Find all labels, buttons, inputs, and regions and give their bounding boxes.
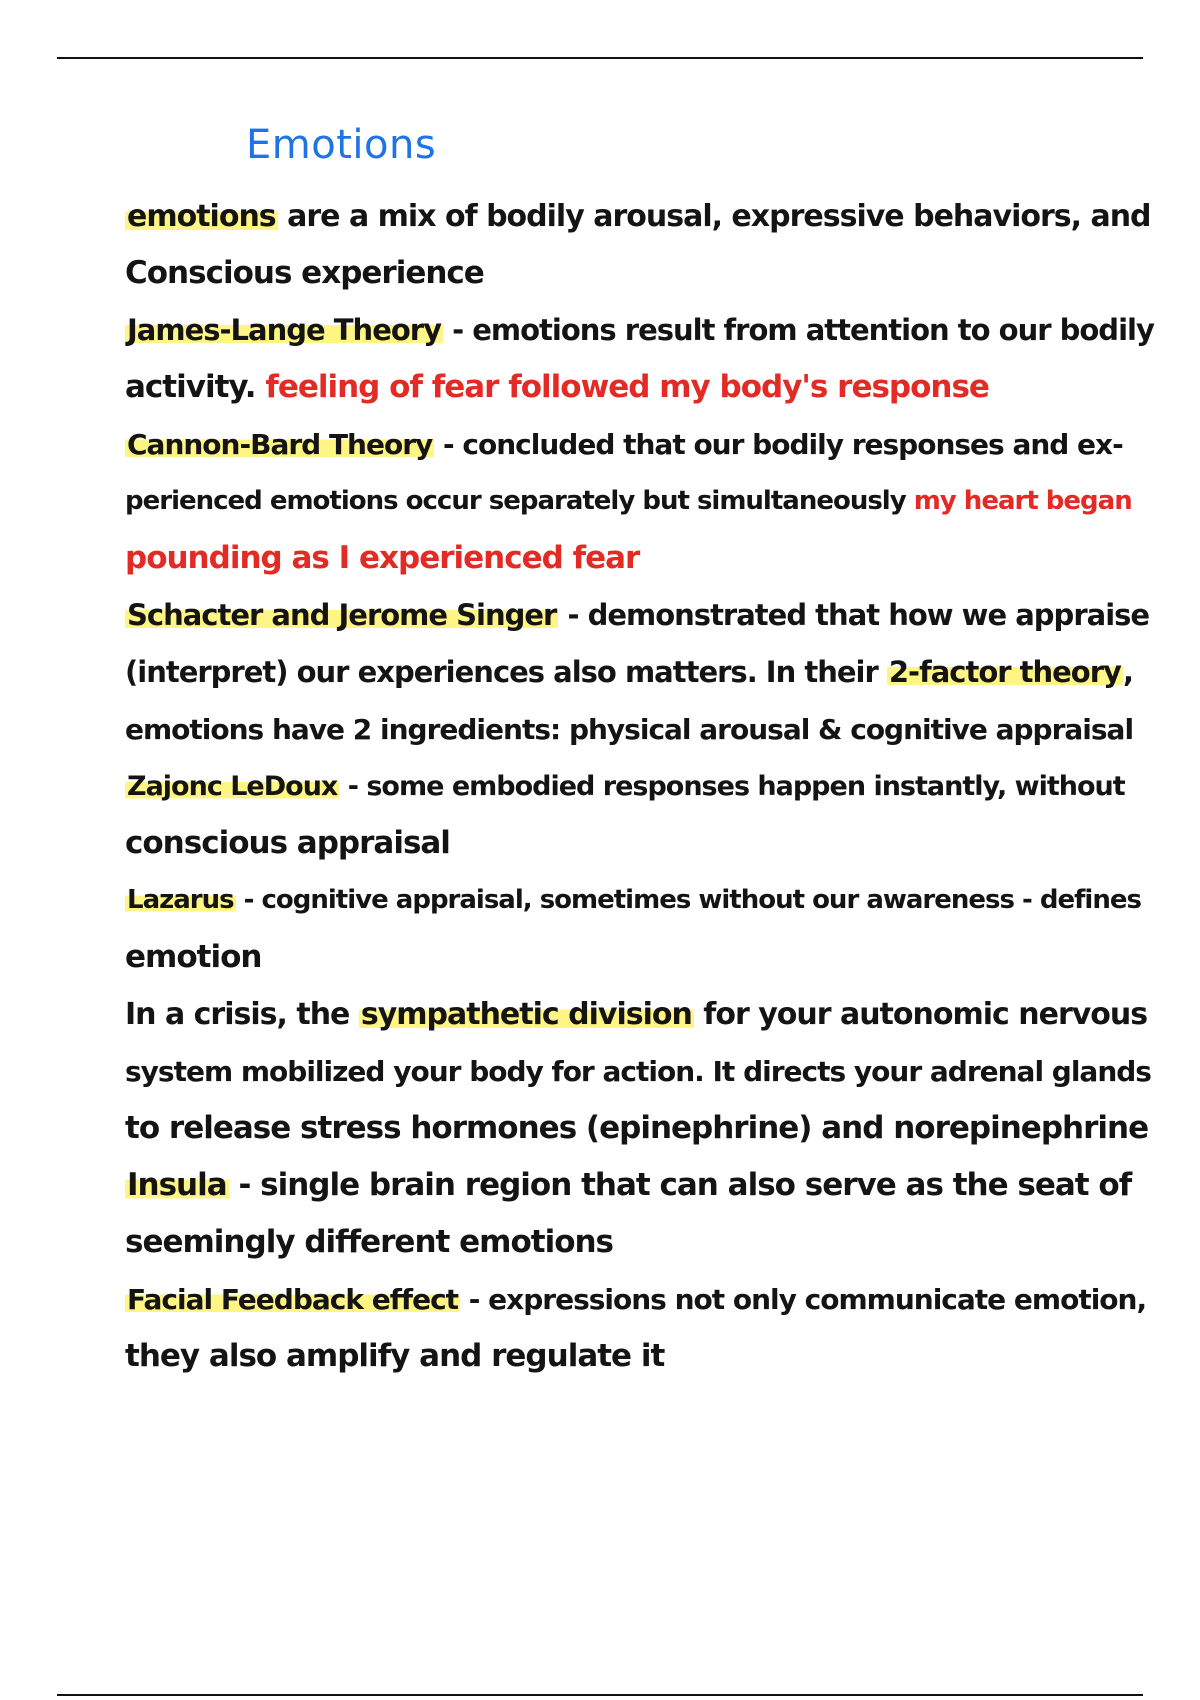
highlighted-term: Insula (127, 1167, 227, 1203)
note-line (125, 587, 1150, 644)
note-text: - emotions result from attention to our bodily (443, 313, 1154, 347)
bottom-rule (57, 1694, 1143, 1696)
red-example-text: my heart began (913, 486, 1132, 516)
note-text: they also amplify and regulate it (125, 1338, 665, 1374)
notes-body (125, 188, 1154, 1385)
note-line (125, 359, 1125, 416)
note-text: - demonstrated that how we appraise (558, 598, 1150, 632)
note-text: - single brain region that can also serve as the seat of (228, 1167, 1132, 1203)
note-line (125, 188, 1151, 245)
note-text: emotions have 2 ingredients: physical arousal & cognitive appraisal (125, 713, 1134, 746)
red-example-text: pounding as I experienced fear (125, 540, 640, 576)
highlighted-term: Cannon-Bard Theory (127, 428, 433, 461)
note-text: Conscious experience (125, 255, 484, 291)
note-text: (interpret) our experiences also matters. In their (125, 655, 887, 689)
note-line (125, 245, 1125, 302)
note-text: emotion (125, 939, 262, 975)
note-line (125, 1271, 1147, 1328)
note-line (125, 1043, 1151, 1100)
highlighted-term: emotions (127, 199, 276, 234)
note-text: conscious appraisal (125, 825, 450, 861)
note-line (125, 473, 1132, 530)
highlighted-term: James-Lange Theory (127, 313, 441, 347)
note-line (125, 929, 1125, 986)
note-text: to release stress hormones (epinephrine) and norepinephrine (125, 1110, 1149, 1146)
note-line (125, 1100, 1149, 1157)
highlighted-term: Lazarus (127, 885, 234, 915)
red-example-text: feeling of fear followed my body's response (265, 369, 989, 405)
highlighted-term: 2-factor theory (888, 655, 1121, 689)
note-text: system mobilized your body for action. It directs your adrenal glands (125, 1055, 1151, 1088)
highlighted-term: sympathetic division (360, 997, 692, 1032)
note-text: - cognitive appraisal, sometimes without our awareness - defines (235, 885, 1141, 915)
note-line (125, 986, 1148, 1043)
note-line (125, 1328, 1125, 1385)
note-text: activity. (125, 369, 266, 405)
note-line (125, 1157, 1132, 1214)
note-line (125, 530, 1125, 587)
note-text: - expressions not only communicate emotion, (460, 1283, 1147, 1316)
highlighted-term: Schacter and Jerome Singer (127, 598, 557, 632)
highlighted-term: Zajonc LeDoux (127, 771, 338, 802)
note-line (125, 644, 1133, 701)
note-text: seemingly different emotions (125, 1224, 614, 1260)
top-rule (57, 57, 1143, 59)
note-text: perienced emotions occur separately but simultaneously (125, 486, 914, 516)
note-line (125, 1214, 1125, 1271)
note-text: , (1122, 655, 1133, 689)
note-line (125, 701, 1134, 758)
note-line (125, 416, 1125, 473)
note-text: In a crisis, the (125, 997, 359, 1032)
note-text: are a mix of bodily arousal, expressive behaviors, and (277, 199, 1151, 234)
note-text: - some embodied responses happen instantly, without (339, 771, 1125, 802)
note-line (125, 815, 1125, 872)
note-line (125, 758, 1125, 815)
note-line (125, 872, 1141, 929)
page-title: Emotions (246, 122, 437, 168)
note-text: - concluded that our bodily responses and ex- (434, 428, 1123, 461)
note-text: for your autonomic nervous (693, 997, 1148, 1032)
note-line (125, 302, 1154, 359)
highlighted-term: Facial Feedback effect (127, 1283, 459, 1316)
